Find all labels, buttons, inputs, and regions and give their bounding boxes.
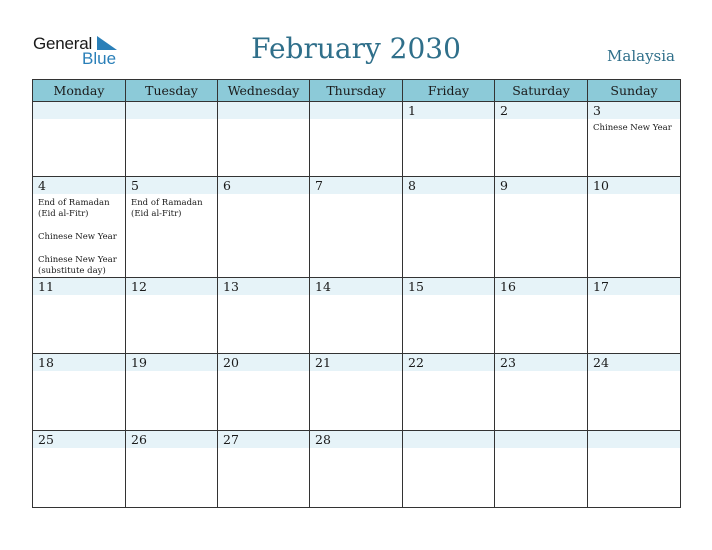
day-cell xyxy=(218,102,310,177)
day-header-band xyxy=(495,278,587,295)
day-header-band xyxy=(218,354,309,371)
holiday-list xyxy=(126,194,217,220)
day-header-band xyxy=(588,177,680,194)
weekday-header: Wednesday xyxy=(218,80,310,102)
week-row xyxy=(33,177,681,278)
day-cell xyxy=(495,177,588,278)
day-cell xyxy=(33,431,126,508)
day-header-band xyxy=(33,354,125,371)
day-header-band xyxy=(33,431,125,448)
day-number: 23 xyxy=(500,355,516,370)
logo-blue-text: Blue xyxy=(82,49,117,68)
day-cell xyxy=(403,354,495,431)
day-cell xyxy=(126,278,218,354)
day-header-band xyxy=(588,102,680,119)
day-number: 6 xyxy=(223,178,231,193)
day-cell xyxy=(310,177,403,278)
day-cell xyxy=(218,354,310,431)
day-header-band xyxy=(403,431,494,448)
weekday-header-row xyxy=(33,80,681,102)
day-number: 24 xyxy=(593,355,609,370)
day-number: 15 xyxy=(408,279,424,294)
day-cell xyxy=(588,102,681,177)
week-row xyxy=(33,278,681,354)
day-header-band xyxy=(218,102,309,119)
day-header-band xyxy=(403,102,494,119)
day-cell xyxy=(588,278,681,354)
day-cell xyxy=(403,278,495,354)
day-header-band xyxy=(403,354,494,371)
day-number: 1 xyxy=(408,103,416,118)
weekday-header: Tuesday xyxy=(126,80,218,102)
day-number: 16 xyxy=(500,279,516,294)
day-number: 12 xyxy=(131,279,147,294)
day-number: 9 xyxy=(500,178,508,193)
day-cell xyxy=(218,278,310,354)
holiday-list xyxy=(588,119,680,134)
day-header-band xyxy=(218,431,309,448)
day-header-band xyxy=(33,102,125,119)
holiday-list xyxy=(33,194,125,277)
day-cell xyxy=(126,177,218,278)
week-row xyxy=(33,431,681,508)
day-cell xyxy=(495,102,588,177)
holiday-label: Chinese New Year xyxy=(38,232,117,242)
day-number: 7 xyxy=(315,178,323,193)
day-cell xyxy=(218,431,310,508)
day-cell xyxy=(495,278,588,354)
day-cell xyxy=(33,102,126,177)
week-row xyxy=(33,102,681,177)
day-number: 11 xyxy=(38,279,54,294)
day-cell xyxy=(33,278,126,354)
day-number: 13 xyxy=(223,279,239,294)
weekday-header: Monday xyxy=(33,80,126,102)
day-header-band xyxy=(126,177,217,194)
day-header-band xyxy=(588,354,680,371)
day-number: 10 xyxy=(593,178,609,193)
day-header-band xyxy=(310,431,402,448)
day-header-band xyxy=(403,278,494,295)
holiday-label: End of Ramadan (Eid al-Fitr) xyxy=(38,198,110,219)
day-cell xyxy=(495,354,588,431)
day-cell xyxy=(588,431,681,508)
day-number: 20 xyxy=(223,355,239,370)
day-cell xyxy=(588,177,681,278)
day-header-band xyxy=(588,278,680,295)
day-header-band xyxy=(218,278,309,295)
week-row xyxy=(33,354,681,431)
day-header-band xyxy=(495,354,587,371)
day-number: 8 xyxy=(408,178,416,193)
day-number: 3 xyxy=(593,103,601,118)
day-number: 28 xyxy=(315,432,331,447)
day-header-band xyxy=(310,354,402,371)
day-cell xyxy=(403,177,495,278)
day-number: 5 xyxy=(131,178,139,193)
day-header-band xyxy=(33,278,125,295)
day-number: 21 xyxy=(315,355,331,370)
day-header-band xyxy=(310,102,402,119)
day-cell xyxy=(218,177,310,278)
day-number: 26 xyxy=(131,432,147,447)
country-label: Malaysia xyxy=(607,47,675,65)
day-header-band xyxy=(495,102,587,119)
day-cell xyxy=(126,431,218,508)
logo-general-text: General xyxy=(33,34,93,53)
day-number: 2 xyxy=(500,103,508,118)
day-cell xyxy=(33,177,126,278)
day-number: 25 xyxy=(38,432,54,447)
day-number: 18 xyxy=(38,355,54,370)
day-header-band xyxy=(588,431,680,448)
day-number: 14 xyxy=(315,279,331,294)
day-cell xyxy=(33,354,126,431)
day-number: 27 xyxy=(223,432,239,447)
day-header-band xyxy=(495,177,587,194)
day-header-band xyxy=(218,177,309,194)
weekday-header: Saturday xyxy=(495,80,588,102)
day-header-band xyxy=(310,177,402,194)
day-header-band xyxy=(126,102,217,119)
page-title: February 2030 xyxy=(251,32,461,65)
day-header-band xyxy=(126,278,217,295)
day-header-band xyxy=(33,177,125,194)
day-header-band xyxy=(126,431,217,448)
day-cell xyxy=(126,354,218,431)
holiday-label: End of Ramadan (Eid al-Fitr) xyxy=(131,198,203,219)
day-header-band xyxy=(126,354,217,371)
day-header-band xyxy=(495,431,587,448)
day-cell xyxy=(126,102,218,177)
day-cell xyxy=(403,431,495,508)
day-number: 22 xyxy=(408,355,424,370)
day-number: 19 xyxy=(131,355,147,370)
day-cell xyxy=(310,102,403,177)
day-cell xyxy=(588,354,681,431)
day-header-band xyxy=(403,177,494,194)
day-number: 17 xyxy=(593,279,609,294)
weekday-header: Friday xyxy=(403,80,495,102)
day-number: 4 xyxy=(38,178,46,193)
holiday-label: Chinese New Year (substitute day) xyxy=(38,255,117,276)
weekday-header: Thursday xyxy=(310,80,403,102)
weekday-header: Sunday xyxy=(588,80,681,102)
holiday-label: Chinese New Year xyxy=(593,123,672,133)
day-cell xyxy=(310,354,403,431)
day-cell xyxy=(310,431,403,508)
calendar-grid xyxy=(32,79,681,508)
day-cell xyxy=(310,278,403,354)
day-header-band xyxy=(310,278,402,295)
day-cell xyxy=(495,431,588,508)
day-cell xyxy=(403,102,495,177)
